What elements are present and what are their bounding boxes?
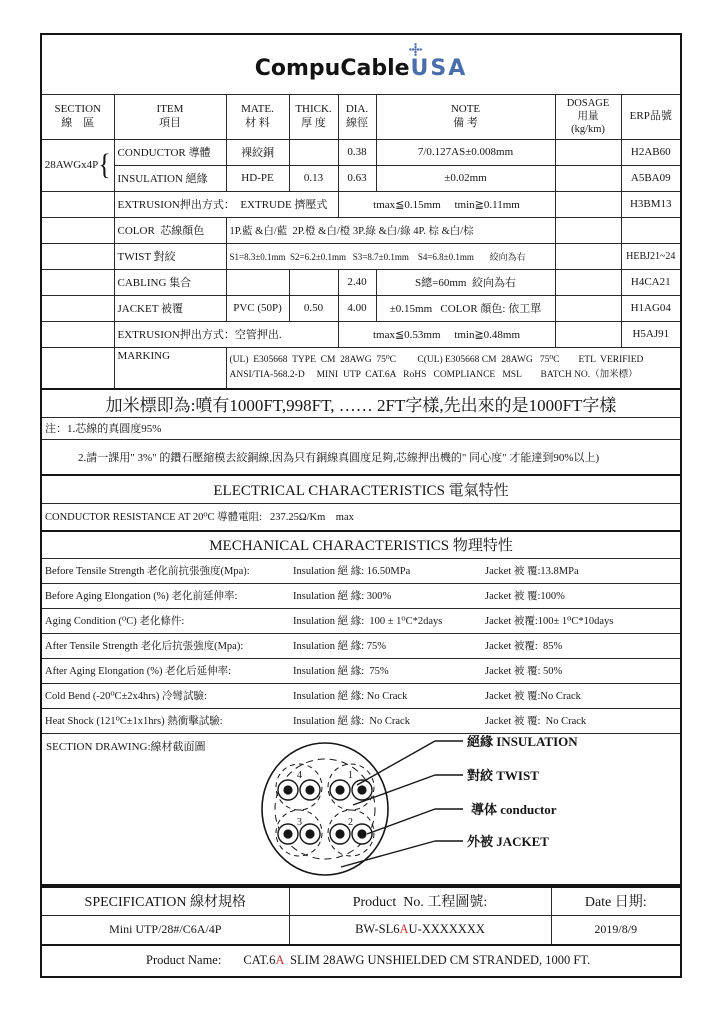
- jacket-outline: [262, 743, 388, 875]
- logo-text-usa: USA: [410, 55, 468, 81]
- empty-section-cell: [41, 191, 114, 217]
- color-dosage: [555, 217, 621, 243]
- mech-insulation-value: Insulation 絕 緣: 16.50MPa: [293, 566, 411, 577]
- row-mech-heat-shock: [41, 708, 681, 733]
- col-header-erp: ERP品號: [621, 94, 681, 139]
- row-mech-aging-condition: [41, 608, 681, 633]
- col-header-item: ITEM 項目: [114, 94, 226, 139]
- spec-header: SPECIFICATION 線材規格: [41, 887, 289, 916]
- row-mech-cold-bend: [41, 683, 681, 708]
- extrusion1-dosage: [555, 191, 621, 217]
- row-meter-mark-note: [41, 389, 681, 417]
- empty-section-cell: [41, 295, 114, 321]
- extrusion2-erp: H5AJ91: [621, 321, 681, 347]
- cabling-thick: [289, 269, 338, 295]
- row-note-2: [41, 439, 681, 475]
- spec-sheet: [40, 33, 680, 978]
- mech-insulation-value: Insulation 絕 緣: No Crack: [293, 716, 410, 727]
- col-header-mate: MATE. 材 料: [226, 94, 289, 139]
- spec-value: Mini UTP/28#/C6A/4P: [41, 916, 289, 945]
- row-mech-after-elongation: [41, 658, 681, 683]
- col-header-thick: THICK. 厚 度: [289, 94, 338, 139]
- extrusion1-erp: H3BM13: [621, 191, 681, 217]
- col-header-dosage: DOSAGE 用量 (kg/km): [555, 94, 621, 139]
- mech-label: After Tensile Strength 老化后抗張強度(Mpa):: [45, 641, 244, 652]
- footer-value-row: [41, 916, 681, 945]
- col-header-dia: DIA. 線徑: [338, 94, 376, 139]
- row-mech-before-tensile: [41, 558, 681, 583]
- empty-section-cell: [41, 321, 114, 347]
- extrusion2-note: tmax≦0.53mm tmin≧0.48mm: [338, 321, 555, 347]
- row-electrical-header: [41, 475, 681, 503]
- section-drawing-label: SECTION DRAWING:線材截面圖: [46, 740, 206, 753]
- row-conductor: [41, 139, 681, 165]
- pair-number: 3: [297, 816, 302, 828]
- mech-label: After Aging Elongation (%) 老化后延伸率:: [45, 666, 232, 677]
- row-cabling: [41, 269, 681, 295]
- twist-erp: HEBJ21~24: [621, 243, 681, 269]
- empty-section-cell: [41, 243, 114, 269]
- pair-number: 1: [348, 769, 353, 781]
- cabling-dia: 2.40: [338, 269, 376, 295]
- conductor-note: 7/0.127AS±0.008mm: [376, 139, 555, 165]
- insulation-callout: 絕緣 INSULATION: [467, 734, 578, 749]
- product-no-suffix: U-XXXXXXX: [408, 922, 485, 937]
- mech-jacket-value: Jacket 被覆:100± 1⁰C*10days: [485, 616, 614, 627]
- col-header-section: SECTION 線 區: [41, 94, 114, 139]
- row-extrusion-2: [41, 321, 681, 347]
- product-name-accent: A: [275, 953, 284, 967]
- mech-label: Aging Condition (⁰C) 老化條件:: [45, 616, 185, 627]
- row-jacket: [41, 295, 681, 321]
- jacket-erp: H1AG04: [621, 295, 681, 321]
- company-logo: [45, 48, 677, 81]
- extrusion2-dosage: [555, 321, 621, 347]
- mech-jacket-value: Jacket 被 覆:No Crack: [485, 691, 581, 702]
- col-header-note: NOTE 備 考: [376, 94, 555, 139]
- product-no-prefix: BW-SL6: [355, 922, 400, 937]
- insulation-thick: 0.13: [289, 165, 338, 191]
- electrical-title: ELECTRICAL CHARACTERISTICS 電氣特性: [41, 475, 681, 503]
- product-name-prefix: CAT.6: [243, 953, 276, 967]
- section-cell: 28AWGx4P{: [41, 139, 114, 191]
- row-mech-after-tensile: [41, 633, 681, 658]
- empty-section-cell: [41, 347, 114, 389]
- insulation-note: ±0.02mm: [376, 165, 555, 191]
- mech-insulation-value: Insulation 絕 緣: 100 ± 1⁰C*2days: [293, 616, 443, 627]
- conductor-erp: H2AB60: [621, 139, 681, 165]
- mech-insulation-value: Insulation 絕 緣: 75%: [293, 641, 387, 652]
- note-2: 2.請一課用" 3%" 的鑽石壓縮模去絞銅線,因為只有銅線真圓度足夠,芯線押出機的" 同心度" 才能達到90%以上): [41, 439, 681, 475]
- footer-header-row: [41, 887, 681, 916]
- row-mech-before-elongation: [41, 583, 681, 608]
- conductor-item: CONDUCTOR 導體: [114, 139, 226, 165]
- twist-note: S1=8.3±0.1mm S2=6.2±0.1mm S3=8.7±0.1mm S4=6.8±0.1mm 絞向為右: [226, 243, 555, 269]
- conductor-callout: 導体 conductor: [471, 801, 557, 817]
- conductor-dosage: [555, 139, 621, 165]
- row-conductor-resistance: [41, 503, 681, 531]
- empty-section-cell: [41, 269, 114, 295]
- product-no-header: Product No. 工程圖號:: [289, 887, 551, 916]
- mech-label: Cold Bend (-20⁰C±2x4hrs) 冷彎試驗:: [45, 691, 207, 702]
- conductor-resistance: CONDUCTOR RESISTANCE AT 20⁰C 導體電阻: 237.25Ω/Km max: [41, 503, 681, 531]
- mechanical-title: MECHANICAL CHARACTERISTICS 物理特性: [41, 531, 681, 558]
- color-note: 1P.藍 &白/藍 2P.橙 &白/橙 3P.綠 &白/綠 4P. 棕 &白/棕: [226, 217, 555, 243]
- product-no-value: [289, 916, 551, 945]
- jacket-note: ±0.15mm COLOR 顏色: 依工單: [376, 295, 555, 321]
- date-value: 2019/8/9: [551, 916, 681, 945]
- product-name-value: [243, 953, 590, 967]
- mech-jacket-value: Jacket 被 覆: 50%: [485, 666, 563, 677]
- row-twist: [41, 243, 681, 269]
- logo-text-compucable: CompuCable: [254, 55, 410, 81]
- mech-label: Heat Shock (121⁰C±1x1hrs) 熱衝擊試驗:: [45, 716, 223, 727]
- cabling-mate: [226, 269, 289, 295]
- product-name-label: Product Name:: [146, 953, 222, 967]
- cabling-item: CABLING 集合: [114, 269, 226, 295]
- insulation-erp: A5BA09: [621, 165, 681, 191]
- mech-jacket-value: Jacket 被 覆: No Crack: [485, 716, 587, 727]
- twist-callout: 對絞 TWIST: [467, 767, 539, 783]
- mech-label: Before Tensile Strength 老化前抗張強度(Mpa):: [45, 566, 250, 577]
- product-name-cell: [41, 945, 681, 977]
- mech-insulation-value: Insulation 絕 緣: 75%: [293, 666, 389, 677]
- extrusion1-item: EXTRUSION押出方式： EXTRUDE 擠壓式: [114, 191, 338, 217]
- jacket-thick: 0.50: [289, 295, 338, 321]
- jacket-mate: PVC (50P): [226, 295, 289, 321]
- row-marking: [41, 347, 681, 389]
- mech-insulation-value: Insulation 絕 緣: No Crack: [293, 691, 408, 702]
- note-1: 注：1.芯線的真圓度95%: [41, 417, 681, 439]
- marking-item: MARKING: [114, 347, 226, 389]
- marking-line-2: ANSI/TIA-568.2-D MINI UTP CAT.6A RoHS COMPLIANCE MSL BATCH NO.（加米標）: [229, 369, 638, 380]
- header-row: [41, 94, 681, 139]
- jacket-callout: 外被 JACKET: [467, 833, 549, 849]
- marking-note: [226, 347, 681, 389]
- row-insulation: [41, 165, 681, 191]
- insulation-dia: 0.63: [338, 165, 376, 191]
- color-erp: [621, 217, 681, 243]
- jacket-dia: 4.00: [338, 295, 376, 321]
- logo-cross-icon: [409, 43, 422, 61]
- jacket-item: JACKET 被覆: [114, 295, 226, 321]
- row-note-1: [41, 417, 681, 439]
- mech-jacket-value: Jacket 被覆: 85%: [485, 641, 563, 652]
- main-spec-table: [40, 33, 682, 886]
- marking-line-1: (UL) E305668 TYPE CM 28AWG 75⁰C C(UL) E305668 CM 28AWG 75⁰C ETL VERIFIED: [229, 354, 644, 365]
- twist-dosage: [555, 243, 621, 269]
- conductor-thick: [289, 139, 338, 165]
- insulation-item: INSULATION 絕緣: [114, 165, 226, 191]
- cable-cross-section-diagram: [45, 735, 679, 883]
- pair-number: 2: [348, 816, 353, 828]
- empty-section-cell: [41, 217, 114, 243]
- footer-table: [40, 886, 682, 978]
- row-mechanical-header: [41, 531, 681, 558]
- mech-jacket-value: Jacket 被 覆:100%: [485, 591, 565, 602]
- section-drawing-cell: [41, 733, 681, 885]
- product-name-row: [41, 945, 681, 977]
- extrusion2-item: EXTRUSION押出方式：空管押出.: [114, 321, 338, 347]
- pair-number: 4: [297, 769, 302, 781]
- mech-insulation-value: Insulation 絕 緣: 300%: [293, 591, 392, 602]
- callout-lines: [341, 741, 463, 867]
- cabling-dosage: [555, 269, 621, 295]
- section-label: 28AWGx4P: [44, 159, 99, 171]
- insulation-dosage: [555, 165, 621, 191]
- color-item: COLOR 芯線顏色: [114, 217, 226, 243]
- product-name-suffix: SLIM 28AWG UNSHIELDED CM STRANDED, 1000 FT.: [283, 953, 591, 967]
- row-color: [41, 217, 681, 243]
- insulation-mate: HD-PE: [226, 165, 289, 191]
- product-no-accent: A: [399, 922, 409, 937]
- jacket-dosage: [555, 295, 621, 321]
- cabling-erp: H4CA21: [621, 269, 681, 295]
- extrusion1-note: tmax≦0.15mm tmin≧0.11mm: [338, 191, 555, 217]
- row-extrusion-1: [41, 191, 681, 217]
- mech-jacket-value: Jacket 被 覆:13.8MPa: [485, 566, 579, 577]
- date-header: Date 日期:: [551, 887, 681, 916]
- twist-item: TWIST 對絞: [114, 243, 226, 269]
- conductor-mate: 裸絞銅: [226, 139, 289, 165]
- mech-label: Before Aging Elongation (%) 老化前延伸率:: [45, 591, 238, 602]
- meter-mark-note: 加米標即為:噴有1000FT,998FT, …… 2FT字樣,先出來的是1000FT字樣: [41, 389, 681, 417]
- logo-row: [41, 34, 681, 94]
- row-section-drawing: [41, 733, 681, 885]
- conductor-dia: 0.38: [338, 139, 376, 165]
- cabling-note: S總=60mm 絞向為右: [376, 269, 555, 295]
